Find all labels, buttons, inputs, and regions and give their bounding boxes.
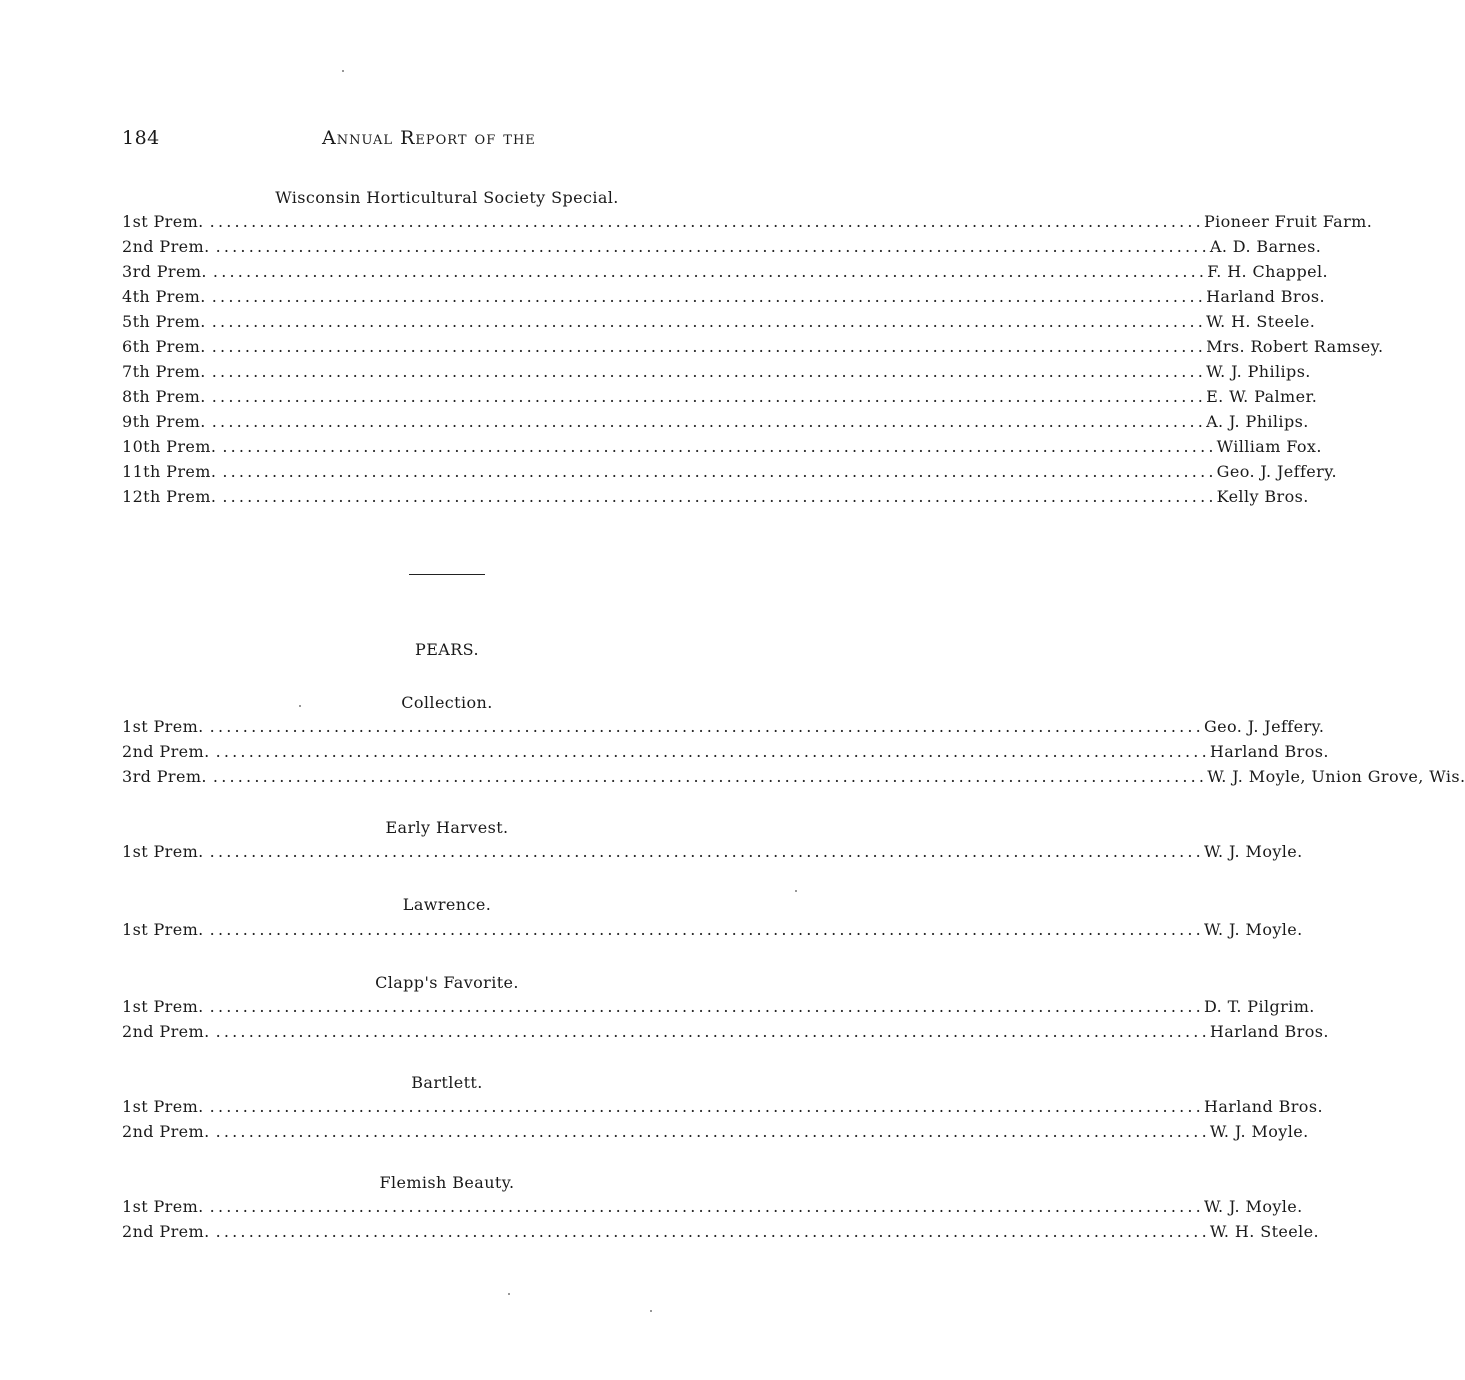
premium-label: 10th Prem. xyxy=(122,437,217,456)
winner-name: Kelly Bros. xyxy=(1216,487,1309,506)
category-heading: Collection. xyxy=(401,693,493,712)
dot-leader: ........................................................................................................................ xyxy=(209,1097,1204,1116)
pears-title: PEARS. xyxy=(415,640,479,659)
section-divider xyxy=(409,574,485,575)
dot-leader: ........................................................................................................................ xyxy=(211,337,1207,356)
scan-speck xyxy=(342,70,344,72)
scan-speck xyxy=(299,705,301,707)
premium-label: 1st Prem. xyxy=(122,717,204,736)
premium-label: 1st Prem. xyxy=(122,842,204,861)
premium-row xyxy=(122,767,1465,789)
premium-label: 5th Prem. xyxy=(122,312,206,331)
premium-label: 9th Prem. xyxy=(122,412,206,431)
winner-name: Harland Bros. xyxy=(1209,1022,1329,1041)
winner-name: Geo. J. Jeffery. xyxy=(1216,462,1338,481)
winner-name: W. J. Moyle. xyxy=(1209,1122,1309,1141)
dot-leader: ........................................................................................................................ xyxy=(222,437,1217,456)
winner-name: Harland Bros. xyxy=(1206,287,1326,306)
winner-name: A. J. Philips. xyxy=(1206,412,1309,431)
premium-row xyxy=(122,387,1318,409)
premium-row xyxy=(122,920,1303,942)
winner-name: W. H. Steele. xyxy=(1206,312,1316,331)
page-number: 184 xyxy=(122,127,160,149)
premium-row xyxy=(122,1197,1303,1219)
dot-leader: ........................................................................................................................ xyxy=(215,1222,1210,1241)
category-heading: Bartlett. xyxy=(411,1073,483,1092)
category-heading: Flemish Beauty. xyxy=(379,1173,515,1192)
premium-row xyxy=(122,212,1373,234)
winner-name: W. J. Moyle. xyxy=(1203,1197,1303,1216)
premium-row xyxy=(122,742,1329,764)
winner-name: William Fox. xyxy=(1216,437,1322,456)
premium-row xyxy=(122,287,1326,309)
dot-leader: ........................................................................................................................ xyxy=(209,997,1204,1016)
premium-row xyxy=(122,1122,1309,1144)
winner-name: D. T. Pilgrim. xyxy=(1203,997,1315,1016)
premium-label: 2nd Prem. xyxy=(122,742,210,761)
premium-row xyxy=(122,337,1384,359)
premium-row xyxy=(122,1022,1329,1044)
category-heading: Lawrence. xyxy=(402,895,492,914)
premium-row xyxy=(122,237,1322,259)
premium-label: 3rd Prem. xyxy=(122,767,207,786)
winner-name: Harland Bros. xyxy=(1209,742,1329,761)
dot-leader: ........................................................................................................................ xyxy=(215,742,1210,761)
premium-row xyxy=(122,412,1309,434)
premium-row xyxy=(122,1097,1323,1119)
premium-label: 1st Prem. xyxy=(122,1097,204,1116)
dot-leader: ........................................................................................................................ xyxy=(212,262,1208,281)
premium-row xyxy=(122,437,1322,459)
premium-row xyxy=(122,717,1325,739)
scan-speck xyxy=(650,1310,652,1312)
winner-name: W. J. Moyle. xyxy=(1203,920,1303,939)
scan-speck xyxy=(508,1293,510,1295)
premium-row xyxy=(122,1222,1320,1244)
premium-label: 3rd Prem. xyxy=(122,262,207,281)
dot-leader: ........................................................................................................................ xyxy=(222,487,1217,506)
premium-label: 2nd Prem. xyxy=(122,1222,210,1241)
premium-label: 11th Prem. xyxy=(122,462,217,481)
winner-name: W. H. Steele. xyxy=(1209,1222,1320,1241)
premium-label: 8th Prem. xyxy=(122,387,206,406)
premium-row xyxy=(122,262,1328,284)
winner-name: Mrs. Robert Ramsey. xyxy=(1206,337,1384,356)
dot-leader: ........................................................................................................................ xyxy=(209,920,1204,939)
premium-label: 4th Prem. xyxy=(122,287,206,306)
premium-label: 2nd Prem. xyxy=(122,1022,210,1041)
winner-name: E. W. Palmer. xyxy=(1206,387,1318,406)
premium-label: 1st Prem. xyxy=(122,1197,204,1216)
premium-row xyxy=(122,462,1338,484)
winner-name: Harland Bros. xyxy=(1203,1097,1323,1116)
dot-leader: ........................................................................................................................ xyxy=(209,212,1204,231)
premium-row xyxy=(122,362,1311,384)
section-heading: Wisconsin Horticultural Society Special. xyxy=(275,188,619,207)
winner-name: W. J. Philips. xyxy=(1206,362,1311,381)
premium-label: 2nd Prem. xyxy=(122,237,210,256)
winner-name: Pioneer Fruit Farm. xyxy=(1203,212,1373,231)
winner-name: A. D. Barnes. xyxy=(1209,237,1322,256)
premium-label: 1st Prem. xyxy=(122,212,204,231)
premium-label: 2nd Prem. xyxy=(122,1122,210,1141)
dot-leader: ........................................................................................................................ xyxy=(222,462,1217,481)
premium-label: 6th Prem. xyxy=(122,337,206,356)
dot-leader: ........................................................................................................................ xyxy=(209,1197,1204,1216)
dot-leader: ........................................................................................................................ xyxy=(211,412,1207,431)
dot-leader: ........................................................................................................................ xyxy=(215,1022,1210,1041)
premium-row xyxy=(122,997,1315,1019)
premium-row xyxy=(122,312,1316,334)
winner-name: Geo. J. Jeffery. xyxy=(1203,717,1325,736)
dot-leader: ........................................................................................................................ xyxy=(211,287,1207,306)
premium-label: 7th Prem. xyxy=(122,362,206,381)
running-title: Annual Report of the xyxy=(322,127,536,149)
winner-name: W. J. Moyle. xyxy=(1203,842,1303,861)
dot-leader: ........................................................................................................................ xyxy=(211,387,1207,406)
dot-leader: ........................................................................................................................ xyxy=(215,237,1210,256)
category-heading: Early Harvest. xyxy=(385,818,509,837)
premium-label: 1st Prem. xyxy=(122,920,204,939)
premium-label: 1st Prem. xyxy=(122,997,204,1016)
dot-leader: ........................................................................................................................ xyxy=(212,767,1208,786)
scan-speck xyxy=(795,890,797,892)
page-header xyxy=(122,127,772,155)
premium-label: 12th Prem. xyxy=(122,487,217,506)
dot-leader: ........................................................................................................................ xyxy=(215,1122,1210,1141)
dot-leader: ........................................................................................................................ xyxy=(209,717,1204,736)
dot-leader: ........................................................................................................................ xyxy=(211,362,1207,381)
premium-row xyxy=(122,487,1309,509)
winner-name: F. H. Chappel. xyxy=(1207,262,1328,281)
dot-leader: ........................................................................................................................ xyxy=(209,842,1204,861)
dot-leader: ........................................................................................................................ xyxy=(211,312,1207,331)
category-heading: Clapp's Favorite. xyxy=(375,973,519,992)
premium-row xyxy=(122,842,1303,864)
winner-name: W. J. Moyle, Union Grove, Wis. xyxy=(1207,767,1465,786)
